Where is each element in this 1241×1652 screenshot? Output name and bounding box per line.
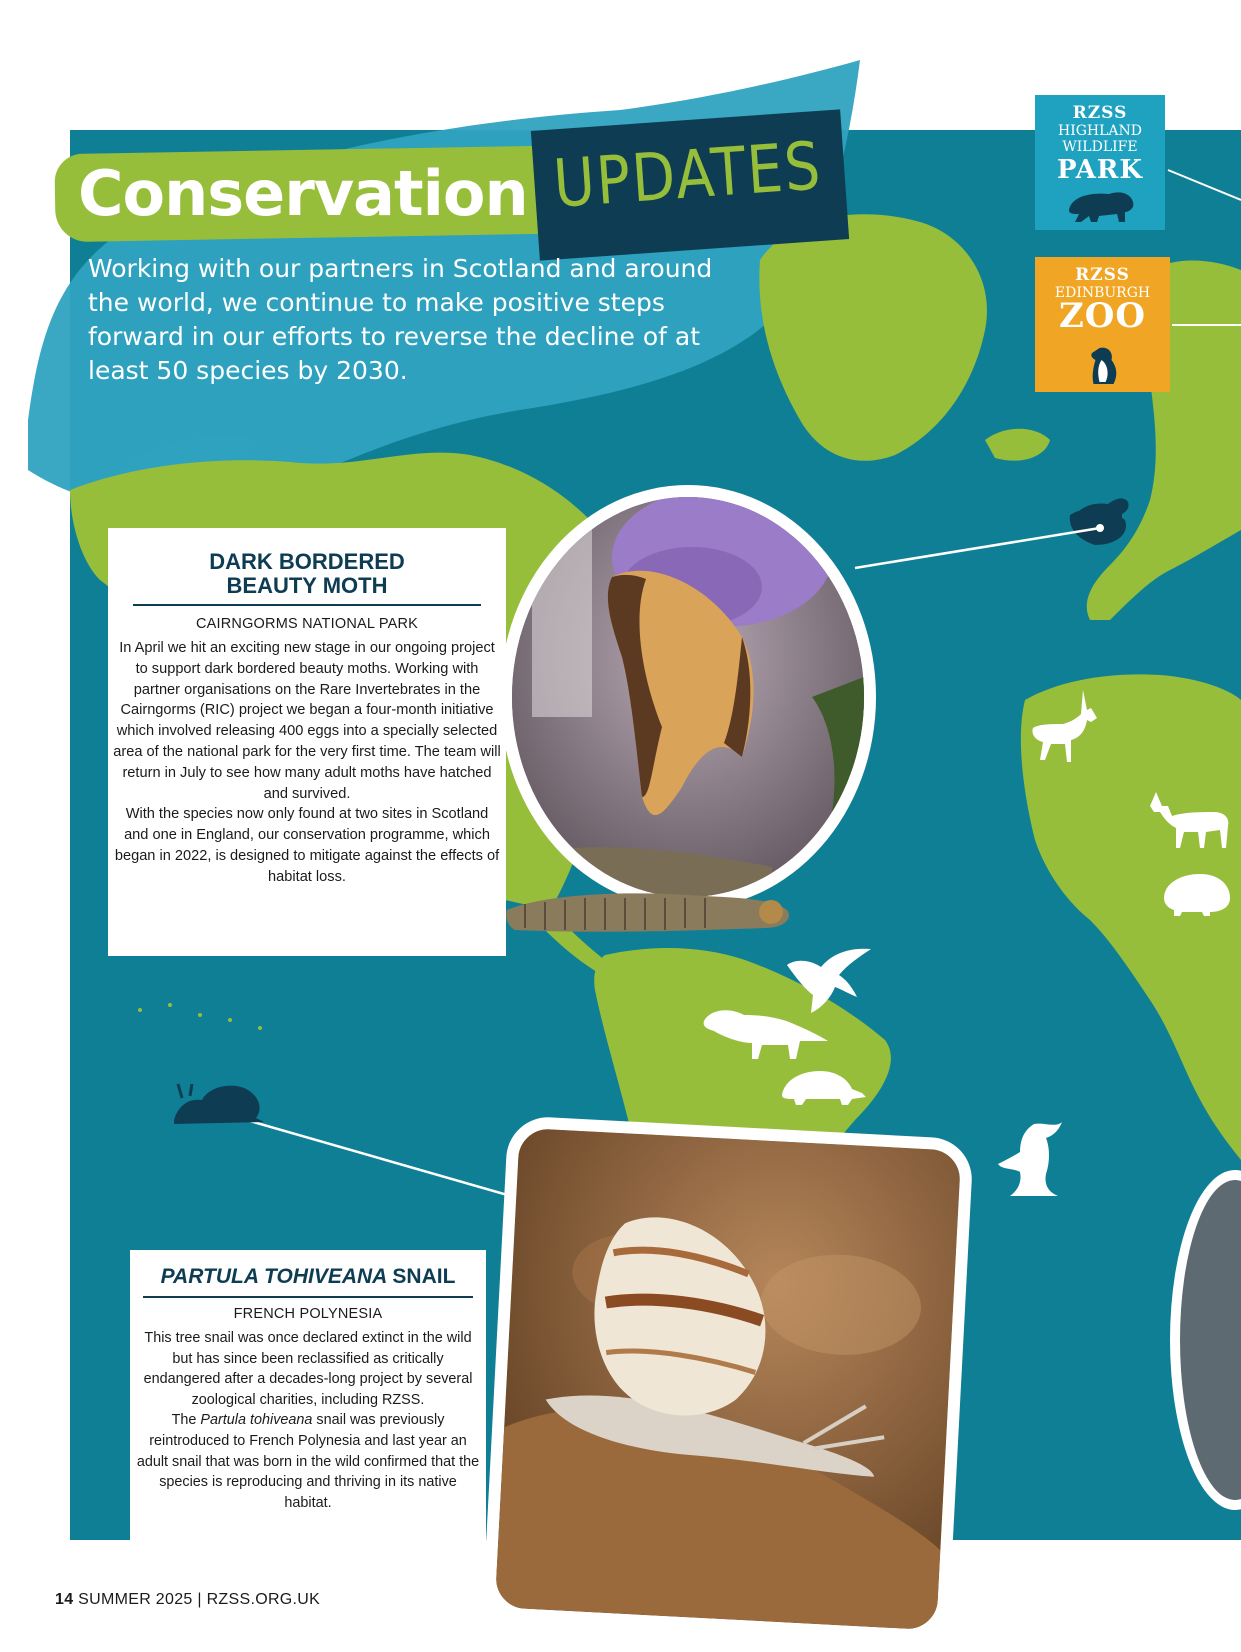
page-title-accent: UPDATES: [551, 127, 825, 223]
snail-body: [130, 1328, 486, 1513]
moth-body-paragraph-2: With the species now only found at two sites in Scotland and one in England, our conservation programme, which began in 2022, is designed to mitigate against the effects of habitat loss.: [114, 806, 500, 885]
moth-card-title: [108, 528, 506, 598]
snail-title-upright: SNAIL: [392, 1265, 456, 1288]
snail-photo-illustration: [495, 1128, 962, 1630]
highland-connector: [1168, 170, 1241, 200]
snail-connector: [236, 1117, 525, 1200]
moth-title-line1: DARK BORDERED: [209, 549, 405, 574]
moth-update-card: [108, 528, 506, 956]
snail-body-prefix: The: [171, 1412, 197, 1429]
logo-big-text: PARK: [1056, 155, 1144, 185]
wildcat-icon: [1072, 492, 1132, 528]
title-rule: [143, 1296, 473, 1298]
snail-photo: [482, 1115, 974, 1643]
snail-species-name: Partula tohiveana: [200, 1412, 313, 1429]
moth-connector: [855, 528, 1100, 568]
highland-wildlife-park-logo: [1035, 95, 1165, 230]
logo-line: HIGHLAND: [1057, 123, 1142, 139]
website-label: RZSS.ORG.UK: [206, 1591, 321, 1608]
snail-body-paragraph-1: This tree snail was once declared extinct in the wild but has since been reclassified as critically endangered after a decades-long project by several zoological charities, including RZSS.: [143, 1330, 473, 1408]
armadillo-icon: [778, 1065, 868, 1105]
page-title: Conservation: [78, 157, 528, 230]
page-footer: [55, 1591, 320, 1609]
title-rule: [133, 604, 481, 606]
logo-line: WILDLIFE: [1062, 139, 1138, 155]
penguin-icon: [1035, 346, 1170, 386]
gazelle-icon: [1148, 790, 1238, 850]
snail-title-italic: PARTULA TOHIVEANA: [160, 1265, 387, 1288]
snail-icon: [168, 1082, 266, 1126]
moth-title-line2: BEAUTY MOTH: [226, 573, 388, 598]
land-greenland: [759, 214, 987, 461]
logo-big-text: ZOO: [1058, 296, 1147, 336]
logo-line: EDINBURGH: [1054, 285, 1151, 301]
intro-text: Working with our partners in Scotland and around the world, we continue to make positive steps forward in our efforts to reverse the decline of at least 50 species by 2030.: [88, 254, 713, 385]
logo-rzss-text: RZSS: [1075, 265, 1130, 285]
anteater-icon: [700, 1005, 830, 1061]
polar-bear-icon: [1035, 184, 1165, 224]
caterpillar-image: [505, 880, 795, 940]
snail-body-suffix: snail was previously reintroduced to French Polynesia and last year an adult snail that was born in the wild confirmed that the species is reproducing and thriving in its native habitat.: [136, 1412, 480, 1511]
moth-location: CAIRNGORMS NATIONAL PARK: [195, 616, 419, 632]
antelope-icon: [1027, 688, 1107, 768]
moth-body-paragraph-1: In April we hit an exciting new stage in our ongoing project to support dark bordered beauty moths. Working with partner organisations on the Rare Invertebrates in the Cairngorms (RIC) project we began a four-month initiative which involved releasing 400 eggs into a specially selected area of the national park for the very first time. The team will return in July to see how many adult moths have hatched and survived.: [113, 640, 501, 802]
snail-location: FRENCH POLYNESIA: [233, 1306, 383, 1322]
footer-separator: |: [197, 1591, 202, 1608]
issue-label: SUMMER 2025: [78, 1591, 193, 1608]
page-number: 14: [55, 1591, 74, 1608]
edinburgh-zoo-logo: [1035, 257, 1170, 392]
logo-rzss-text: RZSS: [1072, 103, 1128, 123]
rockhopper-penguin-icon: [996, 1118, 1066, 1198]
rodent-icon: [1160, 868, 1232, 916]
moth-photo: [500, 485, 876, 909]
snail-card-title: [130, 1250, 486, 1290]
moth-body: [108, 638, 506, 888]
snail-update-card: [130, 1250, 486, 1550]
moth-photo-illustration: [512, 497, 864, 897]
